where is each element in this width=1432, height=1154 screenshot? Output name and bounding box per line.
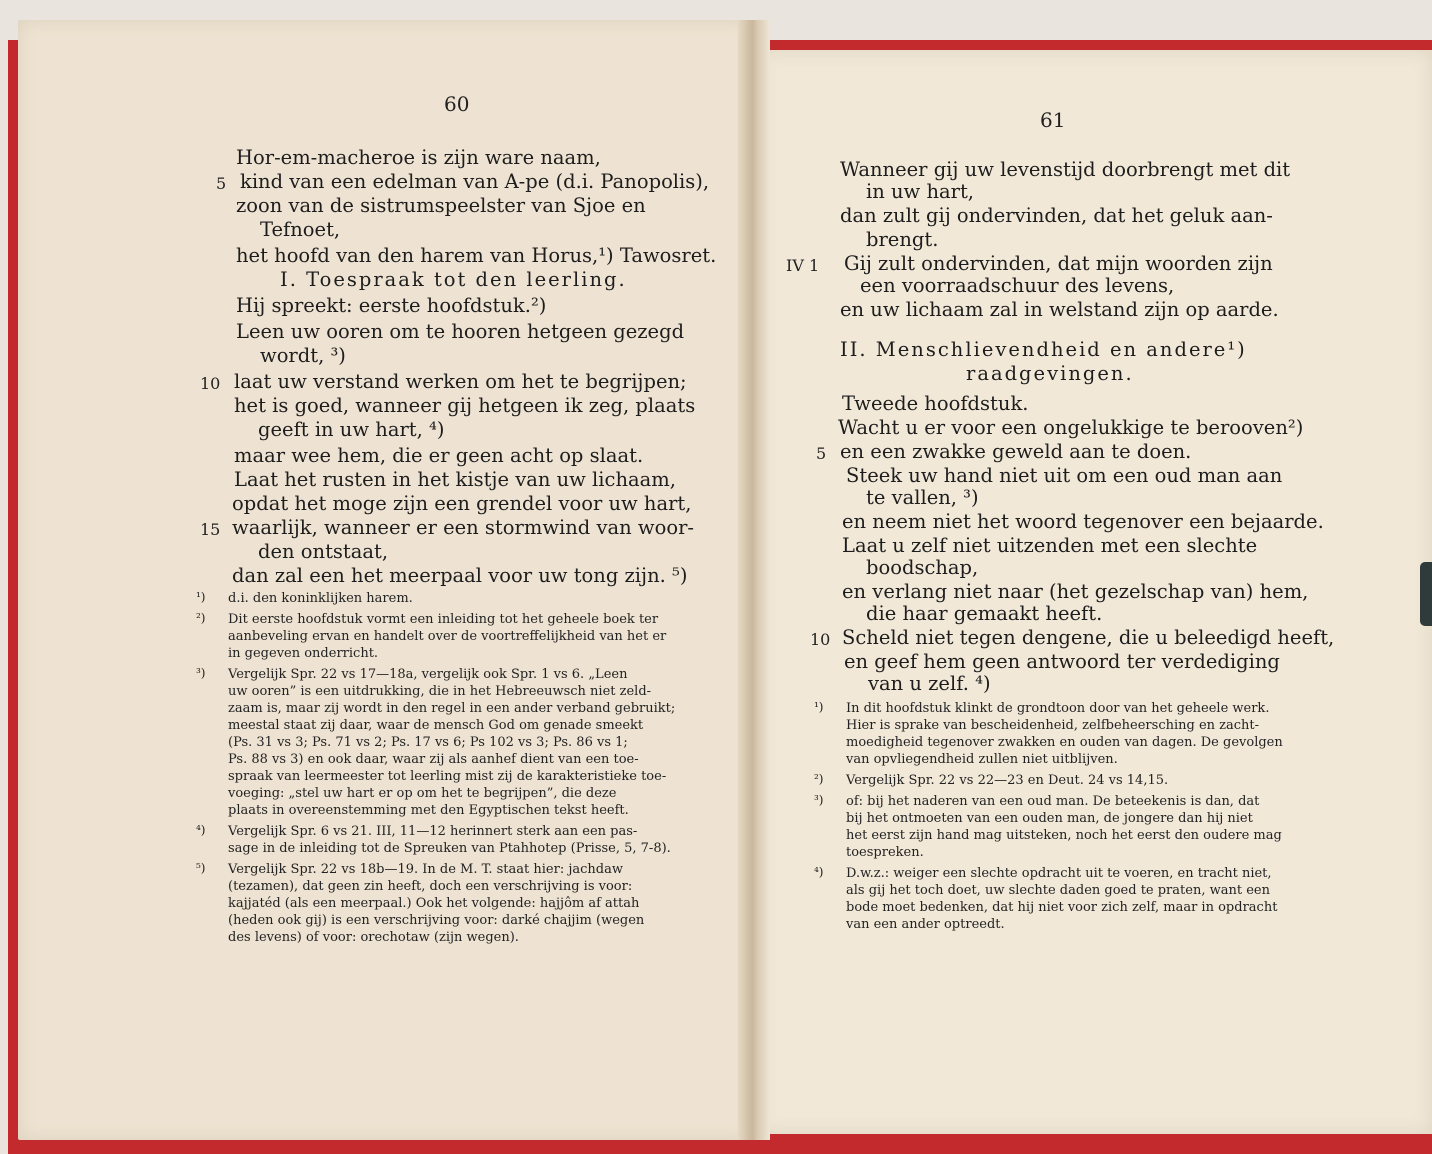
verse-line: Tefnoet, (260, 218, 341, 241)
footnote-line: bode moet bedenken, dat hij niet voor zich zelf, maar in opdracht (846, 900, 1278, 915)
verse-line: Laat het rusten in het kistje van uw lichaam, (234, 468, 676, 491)
footnote-marker: ³) (196, 666, 206, 680)
footnote-line: moedigheid tegenover zwakken en ouden van dagen. De gevolgen (846, 735, 1283, 750)
verse-line: Leen uw ooren om te hooren hetgeen gezegd (236, 320, 685, 343)
footnote-line: (heden ook gij) is een verschrijving voor: darké chajjim (wegen (228, 913, 645, 928)
verse-line: te vallen, ³) (866, 486, 979, 509)
footnote-line: van opvliegendheid zullen niet uitblijven. (846, 752, 1118, 767)
verse-line: kind van een edelman van A-pe (d.i. Panopolis), (240, 170, 710, 193)
verse-line: van u zelf. ⁴) (868, 672, 991, 695)
footnote-marker: ³) (814, 793, 824, 807)
line-number: 15 (200, 520, 221, 539)
verse-line: boodschap, (866, 556, 979, 579)
footnote-line: Hier is sprake van bescheidenheid, zelfbeheersching en zacht- (846, 718, 1260, 733)
footnote-line: Vergelijk Spr. 22 vs 18b—19. In de M. T. staat hier: jachdaw (228, 862, 623, 877)
footnote-line: (tezamen), dat geen zin heeft, doch een verschrijving is voor: (228, 879, 633, 894)
verse-line: dan zal een het meerpaal voor uw tong zijn. ⁵) (232, 564, 688, 587)
verse-line: en uw lichaam zal in welstand zijn op aarde. (840, 298, 1279, 321)
footnote-line: Vergelijk Spr. 22 vs 22—23 en Deut. 24 vs 14,15. (846, 773, 1169, 788)
bookmark-tab (1420, 562, 1432, 626)
line-number: IV 1 (786, 256, 820, 275)
footnote-line: In dit hoofdstuk klinkt de grondtoon door van het geheele werk. (846, 701, 1270, 716)
verse-line: een voorraadschuur des levens, (860, 274, 1175, 297)
footnote-marker: ⁵) (196, 861, 206, 875)
footnote-line: sage in de inleiding tot de Spreuken van Ptahhotep (Prisse, 5, 7-8). (228, 841, 671, 856)
verse-line: Wanneer gij uw levenstijd doorbrengt met dit (840, 158, 1291, 181)
line-number: 10 (200, 374, 221, 393)
footnote-line: of: bij het naderen van een oud man. De beteekenis is dan, dat (846, 794, 1260, 809)
verse-line: Scheld niet tegen dengene, die u beleedigd heeft, (842, 626, 1335, 649)
page-number: 60 (444, 92, 470, 116)
footnote-line: Dit eerste hoofdstuk vormt een inleiding tot het geheele boek ter (228, 612, 659, 627)
verse-line: Hor-em-macheroe is zijn ware naam, (236, 146, 601, 169)
verse-line: Hij spreekt: eerste hoofdstuk.²) (236, 294, 547, 317)
book-gutter (738, 20, 770, 1140)
footnote-line: meestal staat zij daar, waar de mensch God om genade smeekt (228, 718, 644, 733)
footnote-line: zaam is, maar zij wordt in den regel in een ander verband gebruikt; (228, 701, 676, 716)
verse-line: zoon van de sistrumspeelster van Sjoe en (236, 194, 646, 217)
verse-line: en een zwakke geweld aan te doen. (840, 440, 1192, 463)
section-heading: I. Toespraak tot den leerling. (280, 268, 627, 291)
verse-line: geeft in uw hart, ⁴) (258, 418, 445, 441)
footnote-line: kajjatéd (als een meerpaal.) Ook het volgende: hajjôm af attah (228, 896, 640, 911)
section-heading: II. Menschlievendheid en andere¹) (840, 338, 1247, 361)
footnote-line: voeging: „stel uw hart er op om het te begrijpen”, die deze (228, 786, 617, 801)
footnote-line: in gegeven onderricht. (228, 646, 379, 661)
verse-line: maar wee hem, die er geen acht op slaat. (234, 444, 644, 467)
footnote-marker: ²) (196, 611, 206, 625)
footnote-line: spraak van leermeester tot leerling mist zij de karakteristieke toe- (228, 769, 667, 784)
footnote-marker: ²) (814, 772, 824, 786)
footnote-line: Vergelijk Spr. 22 vs 17—18a, vergelijk ook Spr. 1 vs 6. „Leen (228, 667, 628, 682)
verse-line: dan zult gij ondervinden, dat het geluk aan- (840, 204, 1273, 227)
footnote-line: des levens) of voor: orechotaw (zijn wegen). (228, 930, 519, 945)
footnote-line: uw ooren” is een uitdrukking, die in het Hebreeuwsch niet zeld- (228, 684, 652, 699)
footnote-marker: ⁴) (196, 823, 206, 837)
verse-line: Laat u zelf niet uitzenden met een slechte (842, 534, 1258, 557)
page-number: 61 (1040, 108, 1066, 132)
verse-line: laat uw verstand werken om het te begrijpen; (234, 370, 687, 393)
footnote-line: aanbeveling ervan en handelt over de voortreffelijkheid van het er (228, 629, 667, 644)
verse-line: den ontstaat, (258, 540, 389, 563)
footnote-line: Ps. 88 vs 3) en ook daar, waar zij als aanhef dient van een toe- (228, 752, 639, 767)
line-number: 5 (816, 444, 827, 463)
footnote-line: (Ps. 31 vs 3; Ps. 71 vs 2; Ps. 17 vs 6; Ps 102 vs 3; Ps. 86 vs 1; (228, 735, 628, 750)
verse-line: opdat het moge zijn een grendel voor uw hart, (232, 492, 692, 515)
verse-line: en geef hem geen antwoord ter verdediging (844, 650, 1280, 673)
verse-line: die haar gemaakt heeft. (866, 602, 1103, 625)
footnote-line: D.w.z.: weiger een slechte opdracht uit te voeren, en tracht niet, (846, 866, 1272, 881)
footnote-line: Vergelijk Spr. 6 vs 21. III, 11—12 herinnert sterk aan een pas- (228, 824, 638, 839)
verse-line: Steek uw hand niet uit om een oud man aan (846, 464, 1283, 487)
footnote-line: plaats in overeenstemming met den Egyptischen tekst heeft. (228, 803, 629, 818)
verse-line: in uw hart, (866, 180, 974, 203)
verse-line: en verlang niet naar (het gezelschap van) hem, (842, 580, 1309, 603)
verse-line: het is goed, wanneer gij hetgeen ik zeg, plaats (234, 394, 696, 417)
footnote-marker: ¹) (196, 590, 206, 604)
line-number: 10 (810, 630, 831, 649)
footnote-line: als gij het toch doet, uw slechte daden goed te praten, want een (846, 883, 1270, 898)
footnote-marker: ⁴) (814, 865, 824, 879)
footnote-line: toespreken. (846, 845, 924, 860)
footnote-line: van een ander optreedt. (846, 917, 1005, 932)
verse-line: brengt. (866, 228, 939, 251)
footnote-line: d.i. den koninklijken harem. (228, 591, 413, 606)
verse-line: Gij zult ondervinden, dat mijn woorden zijn (844, 252, 1273, 275)
verse-line: Wacht u er voor een ongelukkige te berooven²) (838, 416, 1304, 439)
verse-line: waarlijk, wanneer er een stormwind van woor- (232, 516, 694, 539)
footnote-line: het eerst zijn hand mag uitsteken, noch het eerst den oudere mag (846, 828, 1282, 843)
verse-line: Tweede hoofdstuk. (842, 392, 1029, 415)
verse-line: het hoofd van den harem van Horus,¹) Tawosret. (236, 244, 717, 267)
footnote-line: bij het ontmoeten van een ouden man, de jongere dan hij niet (846, 811, 1253, 826)
verse-line: en neem niet het woord tegenover een bejaarde. (842, 510, 1324, 533)
footnote-marker: ¹) (814, 700, 824, 714)
line-number: 5 (216, 174, 227, 193)
section-heading-continued: raadgevingen. (966, 362, 1134, 385)
verse-line: wordt, ³) (260, 344, 346, 367)
